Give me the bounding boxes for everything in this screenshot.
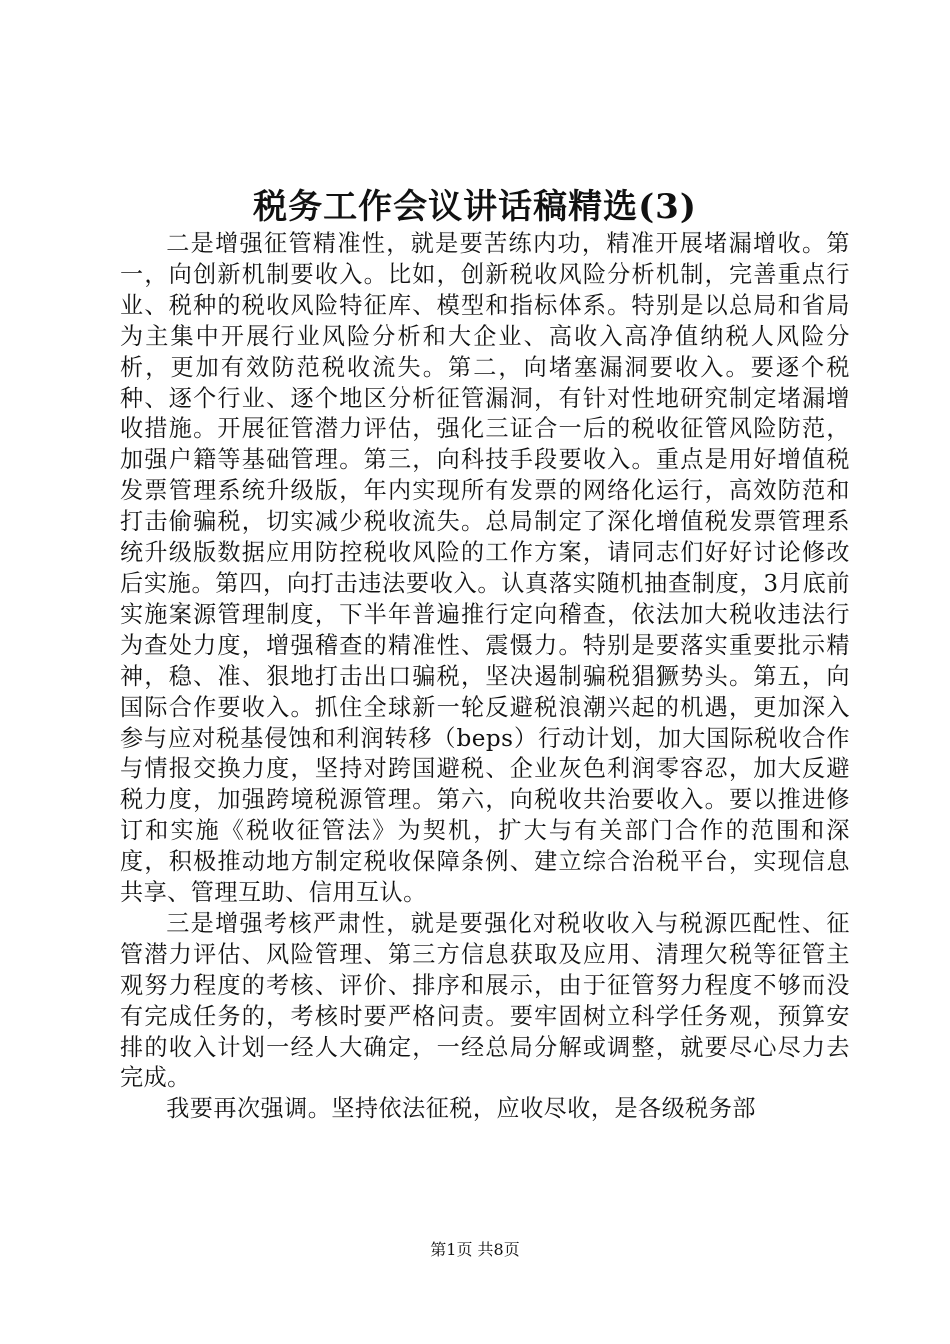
paragraph: 二是增强征管精准性，就是要苦练内功，精准开展堵漏增收。第一，向创新机制要收入。比如，创新税收风险分析机制，完善重点行业、税种的税收风险特征库、模型和指标体系。特别是以总局和省局为主集中开展行业风险分析和大企业、高收入高净值纳税人风险分析，更加有效防范税收流失。第二，向堵塞漏洞要收入。要逐个税种、逐个行业、逐个地区分析征管漏洞，有针对性地研究制定堵漏增收措施。开展征管潜力评估，强化三证合一后的税收征管风险防范，加强户籍等基础管理。第三，向科技手段要收入。重点是用好增值税发票管理系统升级版，年内实现所有发票的网络化运行，高效防范和打击偷骗税，切实减少税收流失。总局制定了深化增值税发票管理系统升级版数据应用防控税收风险的工作方案，请同志们好好讨论修改后实施。第四，向打击违法要收入。认真落实随机抽查制度，3月底前实施案源管理制度，下半年普遍推行定向稽查，依法加大税收违法行为查处力度，增强稽查的精准性、震慑力。特别是要落实重要批示精神，稳、准、狠地打击出口骗税，坚决遏制骗税猖獗势头。第五，向国际合作要收入。抓住全球新一轮反避税浪潮兴起的机遇，更加深入参与应对税基侵蚀和利润转移（beps）行动计划，加大国际税收合作与情报交换力度，坚持对跨国避税、企业灰色利润零容忍，加大反避税力度，加强跨境税源管理。第六，向税收共治要收入。要以推进修订和实施《税收征管法》为契机，扩大与有关部门合作的范围和深度，积极推动地方制定税收保障条例、建立综合治税平台，实现信息共享、管理互助、信用互认。 bbox=[120, 231, 850, 907]
paragraph: 三是增强考核严肃性，就是要强化对税收收入与税源匹配性、征管潜力评估、风险管理、第三方信息获取及应用、清理欠税等征管主观努力程度的考核、评价、排序和展示，由于征管努力程度不够而没有完成任务的，考核时要严格问责。要牢固树立科学任务观，预算安排的收入计划一经人大确定，一经总局分解或调整，就要尽心尽力去完成。 bbox=[120, 910, 850, 1092]
paragraph: 我要再次强调。坚持依法征税，应收尽收，是各级税务部 bbox=[166, 1096, 757, 1123]
page-number-footer: 第1页 共8页 bbox=[430, 1240, 520, 1259]
document-title: 税务工作会议讲话稿精选(3) bbox=[253, 187, 697, 227]
document-body bbox=[120, 229, 850, 1125]
